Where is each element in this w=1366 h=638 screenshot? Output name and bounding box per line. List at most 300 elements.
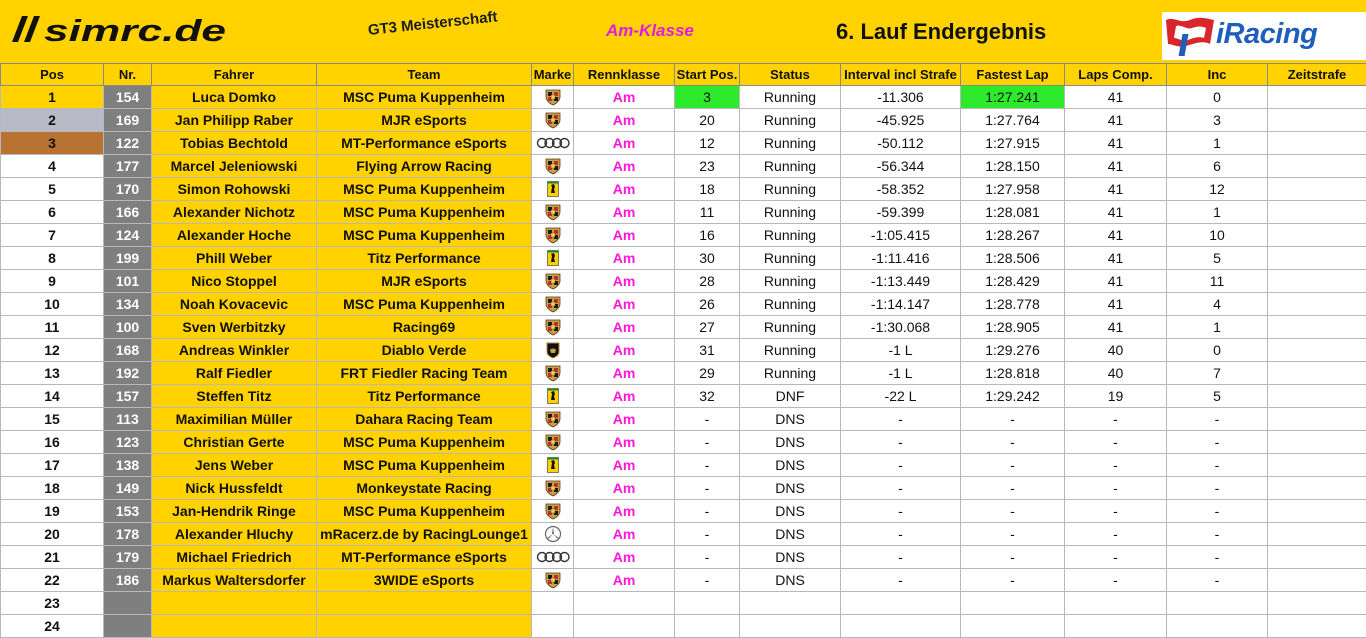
team-cell: Diablo Verde — [317, 339, 532, 362]
team-cell: Monkeystate Racing — [317, 477, 532, 500]
position-cell: 16 — [1, 431, 104, 454]
laps-cell: 41 — [1065, 270, 1167, 293]
class-cell — [574, 615, 675, 638]
incidents-cell: 11 — [1167, 270, 1268, 293]
car-number-cell: 168 — [104, 339, 152, 362]
class-cell: Am — [574, 155, 675, 178]
porsche-icon — [532, 111, 573, 129]
fastest-lap-cell: - — [961, 408, 1065, 431]
class-cell: Am — [574, 270, 675, 293]
laps-cell — [1065, 592, 1167, 615]
results-body — [1, 86, 1366, 638]
team-cell: Titz Performance — [317, 385, 532, 408]
interval-cell: -1:11.416 — [841, 247, 961, 270]
incidents-cell — [1167, 615, 1268, 638]
col-start-pos: Start Pos. — [675, 64, 740, 86]
position-cell: 5 — [1, 178, 104, 201]
brand-cell — [532, 569, 574, 592]
status-cell: Running — [740, 178, 841, 201]
fastest-lap-cell: 1:27.958 — [961, 178, 1065, 201]
driver-cell — [152, 615, 317, 638]
class-cell: Am — [574, 247, 675, 270]
position-cell: 20 — [1, 523, 104, 546]
position-cell: 9 — [1, 270, 104, 293]
time-penalty-cell — [1268, 477, 1366, 500]
time-penalty-cell — [1268, 569, 1366, 592]
col-zeitstrafe: Zeitstrafe — [1268, 64, 1366, 86]
interval-cell — [841, 592, 961, 615]
fastest-lap-cell: - — [961, 569, 1065, 592]
team-cell: Titz Performance — [317, 247, 532, 270]
time-penalty-cell — [1268, 431, 1366, 454]
car-number-cell: 134 — [104, 293, 152, 316]
incidents-cell: - — [1167, 477, 1268, 500]
table-row — [1, 523, 1366, 546]
porsche-icon — [532, 203, 573, 221]
team-cell: MJR eSports — [317, 270, 532, 293]
position-cell: 24 — [1, 615, 104, 638]
car-number-cell: 100 — [104, 316, 152, 339]
iracing-flag-icon — [1164, 14, 1216, 58]
time-penalty-cell — [1268, 546, 1366, 569]
time-penalty-cell — [1268, 224, 1366, 247]
table-row — [1, 86, 1366, 109]
results-header — [0, 0, 1366, 63]
class-cell: Am — [574, 109, 675, 132]
position-cell: 22 — [1, 569, 104, 592]
time-penalty-cell — [1268, 109, 1366, 132]
driver-cell: Sven Werbitzky — [152, 316, 317, 339]
laps-cell: - — [1065, 523, 1167, 546]
laps-cell: 41 — [1065, 224, 1167, 247]
ferrari-icon — [532, 181, 573, 197]
fastest-lap-cell: 1:27.241 — [961, 86, 1065, 109]
incidents-cell: 5 — [1167, 385, 1268, 408]
driver-cell: Ralf Fiedler — [152, 362, 317, 385]
brand-cell — [532, 109, 574, 132]
col-fastest-lap: Fastest Lap — [961, 64, 1065, 86]
fastest-lap-cell: 1:28.905 — [961, 316, 1065, 339]
team-cell: MT-Performance eSports — [317, 546, 532, 569]
interval-cell: -1 L — [841, 362, 961, 385]
position-cell: 13 — [1, 362, 104, 385]
status-cell: Running — [740, 86, 841, 109]
fastest-lap-cell — [961, 615, 1065, 638]
laps-cell: 41 — [1065, 247, 1167, 270]
interval-cell: -1:05.415 — [841, 224, 961, 247]
laps-cell: 41 — [1065, 201, 1167, 224]
brand-cell — [532, 431, 574, 454]
team-cell: Flying Arrow Racing — [317, 155, 532, 178]
class-cell: Am — [574, 500, 675, 523]
team-cell: MSC Puma Kuppenheim — [317, 500, 532, 523]
driver-cell: Marcel Jeleniowski — [152, 155, 317, 178]
incidents-cell — [1167, 592, 1268, 615]
car-number-cell: 101 — [104, 270, 152, 293]
porsche-icon — [532, 295, 573, 313]
driver-cell: Maximilian Müller — [152, 408, 317, 431]
porsche-icon — [532, 479, 573, 497]
incidents-cell: 0 — [1167, 86, 1268, 109]
car-number-cell: 169 — [104, 109, 152, 132]
interval-cell: - — [841, 454, 961, 477]
audi-icon — [532, 137, 573, 149]
time-penalty-cell — [1268, 523, 1366, 546]
porsche-icon — [532, 318, 573, 336]
start-pos-cell: 20 — [675, 109, 740, 132]
start-pos-cell: 26 — [675, 293, 740, 316]
lamborghini-icon — [532, 342, 573, 359]
brand-cell — [532, 86, 574, 109]
start-pos-cell: 12 — [675, 132, 740, 155]
incidents-cell: 10 — [1167, 224, 1268, 247]
team-cell: MSC Puma Kuppenheim — [317, 293, 532, 316]
table-row — [1, 408, 1366, 431]
fastest-lap-cell: 1:29.276 — [961, 339, 1065, 362]
fastest-lap-cell: - — [961, 500, 1065, 523]
incidents-cell: - — [1167, 408, 1268, 431]
class-cell: Am — [574, 362, 675, 385]
interval-cell: -11.306 — [841, 86, 961, 109]
class-cell: Am — [574, 316, 675, 339]
incidents-cell: 1 — [1167, 132, 1268, 155]
col-status: Status — [740, 64, 841, 86]
team-cell — [317, 592, 532, 615]
table-row — [1, 569, 1366, 592]
status-cell: DNS — [740, 546, 841, 569]
start-pos-cell: 29 — [675, 362, 740, 385]
col-nr: Nr. — [104, 64, 152, 86]
table-row — [1, 201, 1366, 224]
table-row — [1, 615, 1366, 638]
incidents-cell: 1 — [1167, 201, 1268, 224]
team-cell: MSC Puma Kuppenheim — [317, 201, 532, 224]
team-cell: mRacerz.de by RacingLounge1 — [317, 523, 532, 546]
car-number-cell: 199 — [104, 247, 152, 270]
class-cell: Am — [574, 408, 675, 431]
interval-cell: - — [841, 408, 961, 431]
incidents-cell: - — [1167, 523, 1268, 546]
laps-cell: - — [1065, 454, 1167, 477]
fastest-lap-cell: - — [961, 523, 1065, 546]
table-row — [1, 224, 1366, 247]
brand-cell — [532, 385, 574, 408]
team-cell: MT-Performance eSports — [317, 132, 532, 155]
car-number-cell: 166 — [104, 201, 152, 224]
mercedes-icon — [532, 525, 573, 543]
class-cell: Am — [574, 569, 675, 592]
driver-cell: Phill Weber — [152, 247, 317, 270]
driver-cell: Jens Weber — [152, 454, 317, 477]
table-row — [1, 592, 1366, 615]
car-number-cell: 178 — [104, 523, 152, 546]
fastest-lap-cell: 1:28.150 — [961, 155, 1065, 178]
porsche-icon — [532, 157, 573, 175]
car-number-cell: 170 — [104, 178, 152, 201]
time-penalty-cell — [1268, 615, 1366, 638]
interval-cell: - — [841, 546, 961, 569]
laps-cell: 40 — [1065, 362, 1167, 385]
fastest-lap-cell: 1:28.267 — [961, 224, 1065, 247]
position-cell: 3 — [1, 132, 104, 155]
time-penalty-cell — [1268, 316, 1366, 339]
class-cell: Am — [574, 546, 675, 569]
fastest-lap-cell: 1:28.506 — [961, 247, 1065, 270]
championship-title: GT3 Meisterschaft — [367, 8, 498, 39]
start-pos-cell: - — [675, 454, 740, 477]
team-cell: MSC Puma Kuppenheim — [317, 431, 532, 454]
laps-cell: 41 — [1065, 316, 1167, 339]
position-cell: 10 — [1, 293, 104, 316]
car-number-cell: 154 — [104, 86, 152, 109]
class-cell: Am — [574, 523, 675, 546]
time-penalty-cell — [1268, 339, 1366, 362]
status-cell — [740, 615, 841, 638]
laps-cell: 41 — [1065, 178, 1167, 201]
ferrari-icon — [532, 388, 573, 404]
position-cell: 17 — [1, 454, 104, 477]
position-cell: 11 — [1, 316, 104, 339]
car-number-cell: 124 — [104, 224, 152, 247]
col-interval: Interval incl Strafe — [841, 64, 961, 86]
time-penalty-cell — [1268, 132, 1366, 155]
fastest-lap-cell: 1:27.764 — [961, 109, 1065, 132]
time-penalty-cell — [1268, 270, 1366, 293]
class-cell: Am — [574, 385, 675, 408]
interval-cell: -56.344 — [841, 155, 961, 178]
team-cell: Racing69 — [317, 316, 532, 339]
car-number-cell — [104, 592, 152, 615]
table-row — [1, 362, 1366, 385]
position-cell: 1 — [1, 86, 104, 109]
incidents-cell: 12 — [1167, 178, 1268, 201]
class-cell: Am — [574, 86, 675, 109]
time-penalty-cell — [1268, 592, 1366, 615]
start-pos-cell: 16 — [675, 224, 740, 247]
laps-cell: 40 — [1065, 339, 1167, 362]
class-cell: Am — [574, 224, 675, 247]
driver-cell: Andreas Winkler — [152, 339, 317, 362]
start-pos-cell: - — [675, 500, 740, 523]
col-fahrer: Fahrer — [152, 64, 317, 86]
time-penalty-cell — [1268, 247, 1366, 270]
position-cell: 15 — [1, 408, 104, 431]
position-cell: 14 — [1, 385, 104, 408]
start-pos-cell: 3 — [675, 86, 740, 109]
brand-cell — [532, 408, 574, 431]
position-cell: 21 — [1, 546, 104, 569]
incidents-cell: - — [1167, 569, 1268, 592]
brand-cell — [532, 316, 574, 339]
table-row — [1, 270, 1366, 293]
driver-cell: Tobias Bechtold — [152, 132, 317, 155]
car-number-cell: 177 — [104, 155, 152, 178]
status-cell: Running — [740, 224, 841, 247]
car-number-cell: 138 — [104, 454, 152, 477]
class-cell — [574, 592, 675, 615]
car-number-cell: 153 — [104, 500, 152, 523]
fastest-lap-cell: 1:28.818 — [961, 362, 1065, 385]
interval-cell: -1 L — [841, 339, 961, 362]
team-cell: Dahara Racing Team — [317, 408, 532, 431]
table-row — [1, 431, 1366, 454]
interval-cell: - — [841, 477, 961, 500]
position-cell: 12 — [1, 339, 104, 362]
start-pos-cell: 18 — [675, 178, 740, 201]
start-pos-cell: 27 — [675, 316, 740, 339]
status-cell: DNS — [740, 569, 841, 592]
laps-cell: 41 — [1065, 293, 1167, 316]
class-title: Am-Klasse — [606, 21, 694, 41]
team-cell: MSC Puma Kuppenheim — [317, 454, 532, 477]
class-cell: Am — [574, 178, 675, 201]
team-cell: MSC Puma Kuppenheim — [317, 224, 532, 247]
start-pos-cell: 30 — [675, 247, 740, 270]
team-cell: FRT Fiedler Racing Team — [317, 362, 532, 385]
fastest-lap-cell: 1:29.242 — [961, 385, 1065, 408]
fastest-lap-cell — [961, 592, 1065, 615]
time-penalty-cell — [1268, 408, 1366, 431]
driver-cell: Simon Rohowski — [152, 178, 317, 201]
status-cell — [740, 592, 841, 615]
status-cell: Running — [740, 201, 841, 224]
team-cell: 3WIDE eSports — [317, 569, 532, 592]
incidents-cell: - — [1167, 500, 1268, 523]
driver-cell: Alexander Hoche — [152, 224, 317, 247]
brand-cell — [532, 362, 574, 385]
brand-cell — [532, 270, 574, 293]
time-penalty-cell — [1268, 293, 1366, 316]
status-cell: Running — [740, 316, 841, 339]
table-row — [1, 385, 1366, 408]
class-cell: Am — [574, 477, 675, 500]
brand-cell — [532, 132, 574, 155]
team-cell: MSC Puma Kuppenheim — [317, 86, 532, 109]
table-row — [1, 109, 1366, 132]
start-pos-cell — [675, 592, 740, 615]
brand-cell — [532, 523, 574, 546]
audi-icon — [532, 551, 573, 563]
laps-cell: - — [1065, 431, 1167, 454]
car-number-cell: 192 — [104, 362, 152, 385]
porsche-icon — [532, 272, 573, 290]
col-marke: Marke — [532, 64, 574, 86]
time-penalty-cell — [1268, 385, 1366, 408]
laps-cell: - — [1065, 477, 1167, 500]
race-title: 6. Lauf Endergebnis — [836, 19, 1046, 45]
driver-cell: Michael Friedrich — [152, 546, 317, 569]
laps-cell: - — [1065, 546, 1167, 569]
fastest-lap-cell: - — [961, 477, 1065, 500]
status-cell: DNS — [740, 500, 841, 523]
laps-cell: 41 — [1065, 132, 1167, 155]
fastest-lap-cell: 1:28.778 — [961, 293, 1065, 316]
class-cell: Am — [574, 339, 675, 362]
start-pos-cell: 31 — [675, 339, 740, 362]
table-row — [1, 500, 1366, 523]
status-cell: Running — [740, 132, 841, 155]
table-row — [1, 178, 1366, 201]
driver-cell: Christian Gerte — [152, 431, 317, 454]
start-pos-cell: - — [675, 546, 740, 569]
interval-cell: -59.399 — [841, 201, 961, 224]
incidents-cell: 1 — [1167, 316, 1268, 339]
car-number-cell: 179 — [104, 546, 152, 569]
driver-cell: Alexander Nichotz — [152, 201, 317, 224]
brand-cell — [532, 454, 574, 477]
table-row — [1, 293, 1366, 316]
driver-cell: Jan Philipp Raber — [152, 109, 317, 132]
fastest-lap-cell: 1:27.915 — [961, 132, 1065, 155]
status-cell: DNF — [740, 385, 841, 408]
status-cell: DNS — [740, 454, 841, 477]
driver-cell: Luca Domko — [152, 86, 317, 109]
interval-cell: - — [841, 523, 961, 546]
fastest-lap-cell: - — [961, 454, 1065, 477]
interval-cell: -50.112 — [841, 132, 961, 155]
incidents-cell: 4 — [1167, 293, 1268, 316]
laps-cell: - — [1065, 408, 1167, 431]
incidents-cell: 0 — [1167, 339, 1268, 362]
table-row — [1, 316, 1366, 339]
interval-cell: -22 L — [841, 385, 961, 408]
position-cell: 19 — [1, 500, 104, 523]
table-row — [1, 155, 1366, 178]
car-number-cell: 186 — [104, 569, 152, 592]
porsche-icon — [532, 226, 573, 244]
time-penalty-cell — [1268, 86, 1366, 109]
status-cell: Running — [740, 109, 841, 132]
fastest-lap-cell: 1:28.429 — [961, 270, 1065, 293]
interval-cell: - — [841, 431, 961, 454]
class-cell: Am — [574, 201, 675, 224]
incidents-cell: 5 — [1167, 247, 1268, 270]
team-cell — [317, 615, 532, 638]
brand-cell — [532, 247, 574, 270]
time-penalty-cell — [1268, 362, 1366, 385]
time-penalty-cell — [1268, 178, 1366, 201]
time-penalty-cell — [1268, 201, 1366, 224]
start-pos-cell: - — [675, 408, 740, 431]
table-row — [1, 339, 1366, 362]
fastest-lap-cell: - — [961, 431, 1065, 454]
laps-cell: 41 — [1065, 155, 1167, 178]
car-number-cell — [104, 615, 152, 638]
simrc-logo — [8, 12, 230, 46]
laps-cell: - — [1065, 500, 1167, 523]
position-cell: 18 — [1, 477, 104, 500]
porsche-icon — [532, 433, 573, 451]
position-cell: 8 — [1, 247, 104, 270]
class-cell: Am — [574, 132, 675, 155]
porsche-icon — [532, 410, 573, 428]
table-row — [1, 477, 1366, 500]
brand-cell — [532, 500, 574, 523]
laps-cell — [1065, 615, 1167, 638]
col-laps: Laps Comp. — [1065, 64, 1167, 86]
driver-cell: Alexander Hluchy — [152, 523, 317, 546]
status-cell: Running — [740, 270, 841, 293]
start-pos-cell: 32 — [675, 385, 740, 408]
table-row — [1, 132, 1366, 155]
start-pos-cell: - — [675, 569, 740, 592]
laps-cell: 19 — [1065, 385, 1167, 408]
car-number-cell: 149 — [104, 477, 152, 500]
iracing-wordmark: iRacing — [1216, 18, 1317, 51]
porsche-icon — [532, 502, 573, 520]
svg-text:simrc.de: simrc.de — [44, 13, 226, 46]
class-cell: Am — [574, 431, 675, 454]
